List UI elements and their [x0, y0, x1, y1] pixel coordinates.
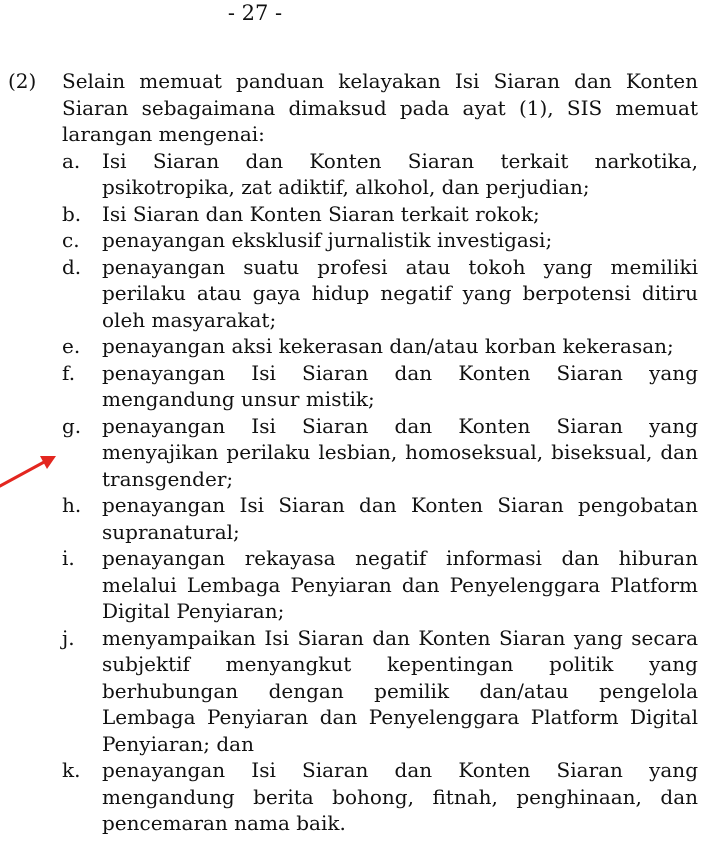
- item-letter: f.: [62, 360, 76, 385]
- item-letter: k.: [62, 758, 81, 782]
- list-item-f: [62, 360, 698, 413]
- item-letter: g.: [62, 413, 82, 438]
- item-letter: b.: [62, 201, 82, 226]
- item-letter: a.: [62, 148, 81, 173]
- list-item-g: [62, 413, 698, 493]
- item-text: Isi Siaran dan Konten Siaran terkait narkotika, psikotropika, zat adiktif, alkohol, dan perjudian;: [102, 148, 698, 199]
- item-letter: c.: [62, 228, 80, 252]
- item-text: penayangan Isi Siaran dan Konten Siaran pengobatan supranatural;: [102, 493, 698, 544]
- item-text: Isi Siaran dan Konten Siaran terkait rokok;: [102, 201, 540, 226]
- list-item-b: [62, 201, 698, 228]
- item-text: penayangan eksklusif jurnalistik investigasi;: [102, 228, 553, 252]
- list-item-i: [62, 545, 698, 625]
- item-text: penayangan Isi Siaran dan Konten Siaran yang mengandung berita bohong, fitnah, penghinaan, dan pencemaran nama baik.: [102, 758, 698, 835]
- item-letter: i.: [62, 546, 75, 570]
- ayat-lead-text: Selain memuat panduan kelayakan Isi Siaran dan Konten Siaran sebagaimana dimaksud pada ayat (1), SIS memuat larangan mengenai:: [62, 69, 698, 146]
- ayat-number: (2): [8, 69, 37, 93]
- list-item-a: [62, 148, 698, 201]
- item-letter: h.: [62, 493, 82, 517]
- item-letter: e.: [62, 334, 81, 358]
- ayat-body: [62, 68, 698, 837]
- list-item-c: [62, 227, 698, 254]
- list-item-h: [62, 492, 698, 545]
- list-item-j: [62, 625, 698, 758]
- list-item-k: [62, 757, 698, 837]
- item-text: penayangan Isi Siaran dan Konten Siaran yang mengandung unsur mistik;: [102, 360, 698, 411]
- item-text: penayangan aksi kekerasan dan/atau korban kekerasan;: [102, 334, 674, 358]
- item-text: penayangan suatu profesi atau tokoh yang memiliki perilaku atau gaya hidup negatif yang berpotensi ditiru oleh masyarakat;: [102, 254, 698, 332]
- prohibition-list: [62, 148, 698, 837]
- page-number: - 27 -: [227, 1, 283, 25]
- item-letter: d.: [62, 254, 82, 279]
- ayat-2: [8, 68, 698, 837]
- list-item-e: [62, 333, 698, 360]
- item-text: penayangan Isi Siaran dan Konten Siaran yang menyajikan perilaku lesbian, homoseksual, biseksual, dan transgender;: [102, 413, 698, 491]
- item-letter: j.: [62, 625, 75, 650]
- list-item-d: [62, 254, 698, 334]
- item-text: menyampaikan Isi Siaran dan Konten Siaran yang secara subjektif menyangkut kepentingan politik yang berhubungan dengan pemilik dan/atau pengelola Lembaga Penyiaran dan Penyelenggara Platform Digital Penyiaran; dan: [102, 625, 698, 756]
- item-text: penayangan rekayasa negatif informasi dan hiburan melalui Lembaga Penyiaran dan Penyelenggara Platform Digital Penyiaran;: [102, 546, 698, 623]
